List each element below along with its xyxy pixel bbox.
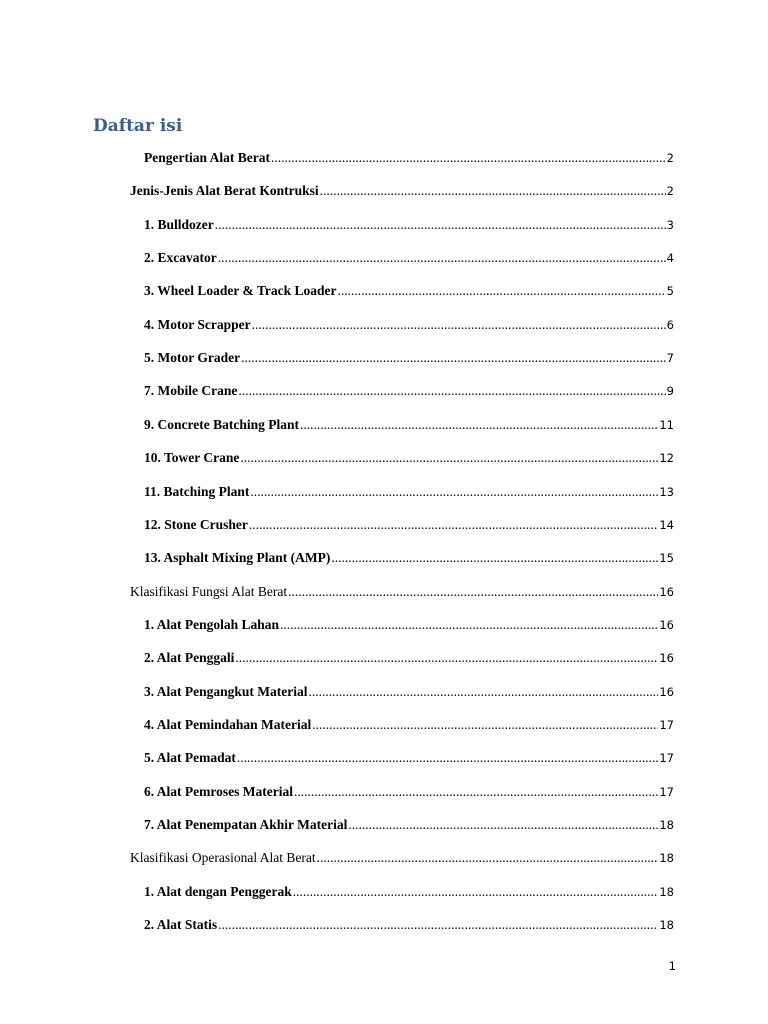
toc-entry-page: 17	[659, 785, 674, 799]
toc-entry[interactable]	[144, 248, 674, 268]
toc-entry[interactable]	[144, 381, 674, 401]
toc-entry[interactable]	[130, 848, 674, 868]
toc-entry[interactable]	[144, 682, 674, 702]
toc-entry-label: 7. Alat Penempatan Akhir Material	[144, 817, 348, 832]
toc-entry[interactable]	[144, 748, 674, 768]
toc-entry[interactable]	[144, 415, 674, 435]
toc-entry-page: 17	[659, 751, 674, 765]
toc-entry-label: 6. Alat Pemroses Material	[144, 784, 293, 799]
toc-entry-page: 18	[659, 885, 674, 899]
toc-dot-leader	[320, 181, 666, 201]
toc-entry-label: 1. Alat dengan Penggerak	[144, 884, 292, 899]
toc-entry-label: 7. Mobile Crane	[144, 383, 238, 398]
toc-entry[interactable]	[144, 448, 674, 468]
toc-entry[interactable]	[144, 715, 674, 735]
toc-entry-label: 2. Excavator	[144, 250, 217, 265]
toc-entry-page: 3	[666, 218, 674, 232]
toc-entry-page: 6	[666, 318, 674, 332]
toc-entry-page: 15	[659, 551, 674, 565]
toc-entry-page: 16	[659, 618, 674, 632]
toc-entry-label: 2. Alat Penggali	[144, 650, 235, 665]
toc-dot-leader	[338, 281, 666, 301]
toc-entry[interactable]	[144, 648, 674, 668]
toc-dot-leader	[312, 715, 658, 735]
toc-dot-leader	[348, 815, 658, 835]
toc-entry-label: 1. Bulldozer	[144, 217, 214, 232]
toc-entry-label: 10. Tower Crane	[144, 450, 240, 465]
toc-entry[interactable]	[144, 882, 674, 902]
toc-entry-label: 11. Batching Plant	[144, 484, 250, 499]
toc-entry-page: 18	[659, 918, 674, 932]
toc-entry-label: 4. Motor Scrapper	[144, 317, 251, 332]
toc-dot-leader	[218, 248, 666, 268]
toc-dot-leader	[250, 482, 658, 502]
toc-entry-page: 9	[666, 384, 674, 398]
toc-entry[interactable]	[144, 615, 674, 635]
toc-entry-page: 13	[659, 485, 674, 499]
toc-dot-leader	[300, 415, 658, 435]
toc-dot-leader	[237, 748, 658, 768]
toc-entry-page: 4	[666, 251, 674, 265]
toc-entry[interactable]	[144, 281, 674, 301]
toc-dot-leader	[218, 915, 658, 935]
toc-entry-label: 4. Alat Pemindahan Material	[144, 717, 312, 732]
toc-dot-leader	[317, 848, 659, 868]
toc-entry-label: 3. Alat Pengangkut Material	[144, 684, 308, 699]
toc-entry-page: 18	[659, 818, 674, 832]
toc-entry[interactable]	[144, 915, 674, 935]
toc-dot-leader	[241, 348, 666, 368]
toc-entry-page: 16	[659, 651, 674, 665]
toc-entry-label: 1. Alat Pengolah Lahan	[144, 617, 280, 632]
toc-dot-leader	[294, 782, 658, 802]
toc-entry[interactable]	[144, 515, 674, 535]
toc-entry-label: 3. Wheel Loader & Track Loader	[144, 283, 337, 298]
toc-entry-page: 7	[666, 351, 674, 365]
toc-entry-label: Klasifikasi Operasional Alat Berat	[130, 850, 316, 865]
toc-entry-label: Pengertian Alat Berat	[144, 150, 270, 165]
toc-dot-leader	[271, 148, 666, 168]
toc-dot-leader	[252, 315, 666, 335]
toc-entry-label: 2. Alat Statis	[144, 917, 218, 932]
toc-entry-page: 16	[659, 585, 674, 599]
toc-entry-label: Klasifikasi Fungsi Alat Berat	[130, 584, 288, 599]
toc-entry[interactable]	[144, 215, 674, 235]
toc-entry[interactable]	[144, 815, 674, 835]
toc-dot-leader	[240, 448, 658, 468]
toc-entry-page: 2	[666, 151, 674, 165]
toc-entry[interactable]	[144, 315, 674, 335]
toc-entry-page: 18	[659, 851, 674, 865]
toc-entry[interactable]	[144, 548, 674, 568]
toc-dot-leader	[249, 515, 658, 535]
toc-entry-label: 13. Asphalt Mixing Plant (AMP)	[144, 550, 331, 565]
toc-entry-page: 5	[666, 284, 674, 298]
toc-entry-label: Jenis-Jenis Alat Berat Kontruksi	[130, 183, 319, 198]
toc-entry[interactable]	[144, 148, 674, 168]
toc-entry-page: 12	[659, 451, 674, 465]
toc-dot-leader	[331, 548, 658, 568]
toc-dot-leader	[288, 582, 658, 602]
toc-entry-label: 9. Concrete Batching Plant	[144, 417, 299, 432]
page-number: 1	[668, 959, 676, 973]
toc-entry-label: 12. Stone Crusher	[144, 517, 248, 532]
toc-entry-page: 11	[659, 418, 674, 432]
toc-dot-leader	[238, 381, 665, 401]
toc-entry[interactable]	[130, 181, 674, 201]
toc-entry[interactable]	[144, 482, 674, 502]
toc-entry-page: 2	[666, 184, 674, 198]
toc-dot-leader	[280, 615, 658, 635]
toc-entry[interactable]	[144, 782, 674, 802]
toc-entry-page: 16	[659, 685, 674, 699]
toc-entry-page: 14	[659, 518, 674, 532]
toc-entry-label: 5. Alat Pemadat	[144, 750, 236, 765]
toc-entry[interactable]	[144, 348, 674, 368]
toc-dot-leader	[293, 882, 659, 902]
toc-entry-page: 17	[659, 718, 674, 732]
toc-dot-leader	[235, 648, 658, 668]
toc-dot-leader	[215, 215, 666, 235]
toc-dot-leader	[309, 682, 659, 702]
toc-entry[interactable]	[130, 582, 674, 602]
toc-entry-label: 5. Motor Grader	[144, 350, 241, 365]
toc-title: Daftar isi	[93, 116, 183, 136]
